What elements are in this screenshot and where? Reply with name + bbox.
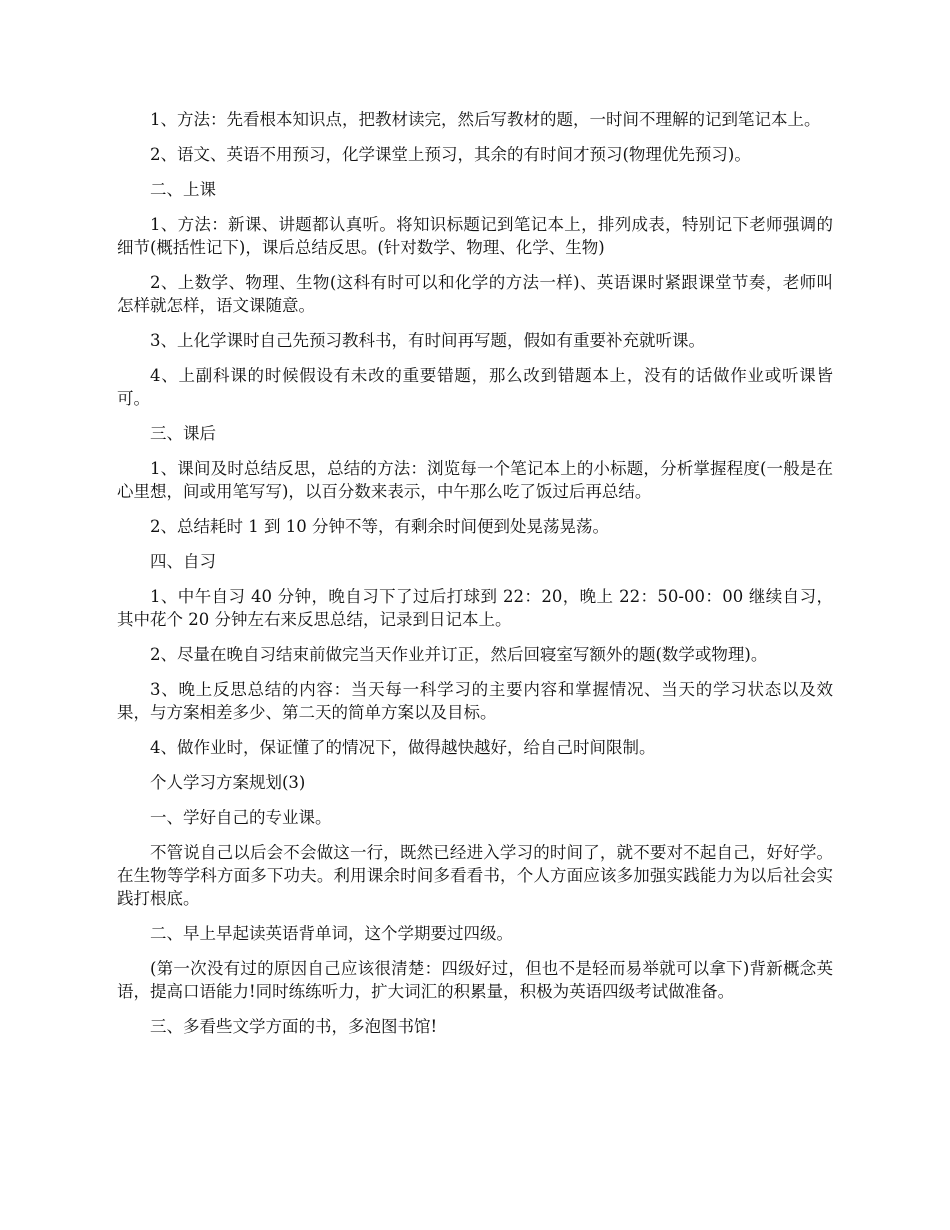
paragraph: 2、总结耗时 1 到 10 分钟不等，有剩余时间便到处晃荡晃荡。 (150, 517, 609, 536)
paragraph: (第一次没有过的原因自己应该很清楚：四级好过，但也不是轻而易举就可以拿下)背新概念英语，提高口语能力!同时练练听力，扩大词汇的积累量，积极为英语四级考试做准备。 (117, 959, 833, 1001)
section-heading: 一、学好自己的专业课。 (150, 808, 332, 827)
paragraph: 1、方法：新课、讲题都认真听。将知识标题记到笔记本上，排列成表，特别记下老师强调的细节(概括性记下)，课后总结反思。(针对数学、物理、化学、生物) (117, 215, 833, 257)
paragraph: 1、方法：先看根本知识点，把教材读完，然后写教材的题，一时间不理解的记到笔记本上。 (150, 110, 821, 129)
paragraph: 4、做作业时，保证懂了的情况下，做得越快越好，给自己时间限制。 (150, 738, 656, 757)
paragraph: 2、上数学、物理、生物(这科有时可以和化学的方法一样)、英语课时紧跟课堂节奏，老师叫怎样就怎样，语文课随意。 (117, 273, 833, 315)
section-heading: 三、多看些文学方面的书，多泡图书馆! (150, 1017, 438, 1036)
paragraph: 4、上副科课的时候假设有未改的重要错题，那么改到错题本上，没有的话做作业或听课皆可。 (117, 366, 833, 408)
paragraph: 1、课间及时总结反思，总结的方法：浏览每一个笔记本上的小标题，分析掌握程度(一般是在心里想，间或用笔写写)，以百分数来表示，中午那么吃了饭过后再总结。 (117, 459, 833, 501)
document-title: 个人学习方案规划(3) (150, 773, 306, 792)
section-heading: 二、上课 (150, 180, 216, 199)
paragraph: 不管说自己以后会不会做这一行，既然已经进入学习的时间了，就不要对不起自己，好好学。在生物等学科方面多下功夫。利用课余时间多看看书，个人方面应该多加强实践能力为以后社会实践打根底。 (117, 843, 833, 908)
section-heading: 三、课后 (150, 424, 216, 443)
section-heading: 四、自习 (150, 552, 216, 571)
paragraph: 3、上化学课时自己先预习教科书，有时间再写题，假如有重要补充就听课。 (150, 331, 705, 350)
paragraph: 2、尽量在晚自习结束前做完当天作业并订正，然后回寝室写额外的题(数学或物理)。 (150, 645, 768, 664)
section-heading: 二、早上早起读英语背单词，这个学期要过四级。 (150, 924, 513, 943)
document-body (117, 108, 833, 1050)
paragraph: 1、中午自习 40 分钟，晚自习下了过后打球到 22：20，晚上 22：50-00：00 继续自习，其中花个 20 分钟左右来反思总结，记录到日记本上。 (117, 587, 833, 629)
paragraph: 2、语文、英语不用预习，化学课堂上预习，其余的有时间才预习(物理优先预习)。 (150, 145, 751, 164)
paragraph: 3、晚上反思总结的内容：当天每一科学习的主要内容和掌握情况、当天的学习状态以及效果，与方案相差多少、第二天的简单方案以及目标。 (117, 680, 833, 722)
